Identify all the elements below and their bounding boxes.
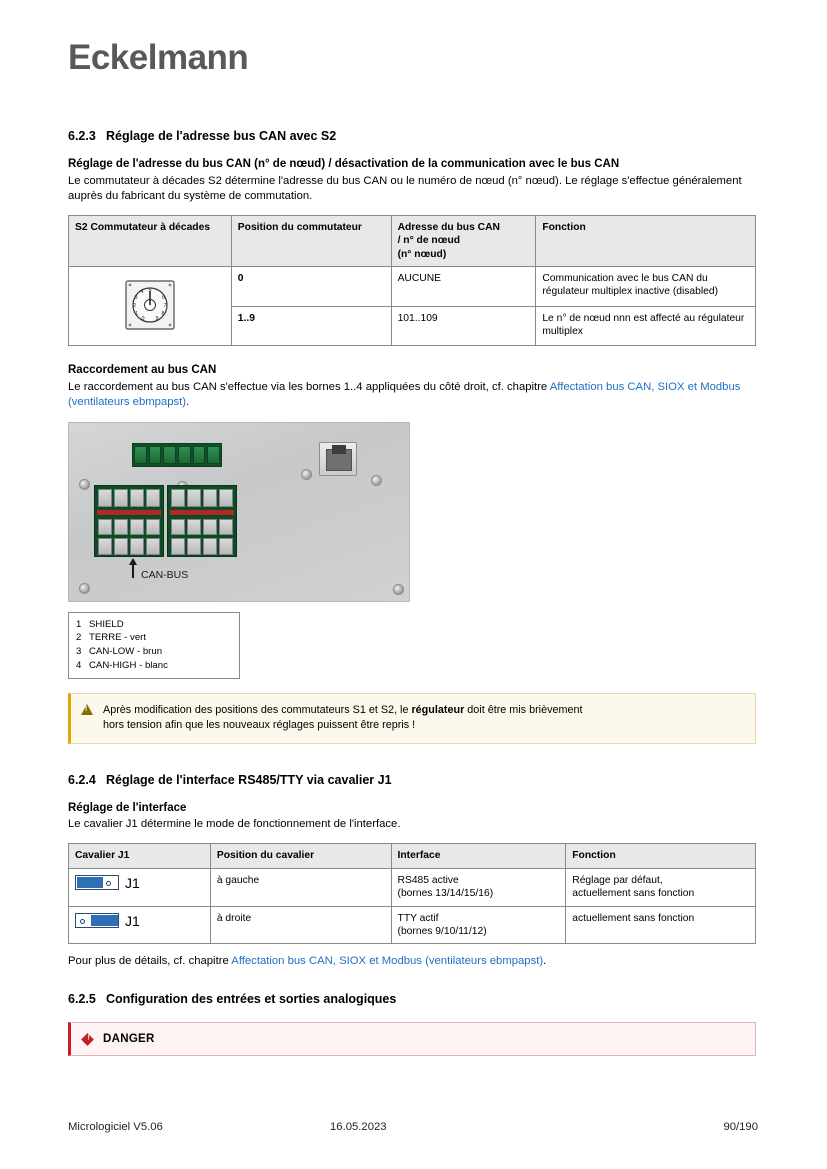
- screw-icon: [371, 475, 382, 486]
- cell-function: Communication avec le bus CAN du régulateur multiplex inactive (disabled): [536, 266, 756, 306]
- terminal-row-bottom: [97, 538, 161, 555]
- terminal-row-bottom: [170, 538, 234, 555]
- terminal-pin: [178, 446, 191, 464]
- terminal-cell: [203, 489, 217, 507]
- terminal-cell: [146, 519, 160, 535]
- section-number: 6.2.5: [68, 992, 96, 1007]
- connection-text-before: Le raccordement au bus CAN s'effectue via les bornes 1..4 appliquées du côté droit, cf. chapitre: [68, 380, 550, 393]
- warning-note-text: [103, 703, 583, 732]
- terminal-red-strip: [97, 510, 161, 515]
- terminal-row-mid: [97, 519, 161, 535]
- svg-text:4: 4: [140, 288, 144, 295]
- jumper-graphic-cell-left: [69, 868, 211, 906]
- terminal-cell: [187, 519, 201, 535]
- canbus-caption: CAN-BUS: [141, 568, 189, 581]
- th-address-line2: / n° de nœud: [397, 235, 461, 247]
- connection-paragraph: [68, 380, 758, 410]
- terminal-cell: [130, 538, 144, 555]
- note-line1-before: Après modification des positions des commutateurs S1 et S2, le: [103, 704, 412, 717]
- function-line1: actuellement sans fonction: [572, 912, 695, 924]
- terminal-legend: [68, 612, 240, 679]
- connection-text-after: .: [186, 395, 190, 408]
- table-row: [69, 906, 756, 944]
- terminal-cell: [171, 538, 185, 555]
- connection-heading: Raccordement au bus CAN: [68, 364, 217, 377]
- list-item: [76, 631, 232, 645]
- interface-line1: RS485 active: [397, 874, 459, 886]
- cell-jumper-position: à gauche: [210, 868, 391, 906]
- svg-text:2: 2: [132, 302, 136, 309]
- th-address-line1: Adresse du bus CAN: [397, 221, 500, 233]
- svg-text:9: 9: [155, 315, 159, 322]
- cell-jumper-function: [566, 906, 756, 944]
- paragraph-624-footer: [68, 954, 758, 969]
- interface-line1: TTY actif: [397, 912, 439, 924]
- cell-jumper-function: [566, 868, 756, 906]
- company-logo: Eckelmann: [68, 38, 249, 77]
- terminal-pin: [207, 446, 220, 464]
- jumper-graphic-cell-right: [69, 906, 211, 944]
- svg-text:8: 8: [161, 310, 165, 317]
- terminal-cell: [219, 489, 233, 507]
- page-footer: [68, 1121, 758, 1133]
- section-title: Configuration des entrées et sorties analogiques: [106, 992, 397, 1007]
- table-row: [69, 266, 756, 306]
- th-address-line3: (n° nœud): [397, 248, 447, 260]
- list-item: [76, 645, 232, 659]
- cell-jumper-position: à droite: [210, 906, 391, 944]
- th-switch: S2 Commutateur à décades: [69, 215, 232, 266]
- svg-text:0: 0: [141, 315, 145, 322]
- terminal-cell: [203, 519, 217, 535]
- terminal-cell: [219, 519, 233, 535]
- list-item: [76, 618, 232, 632]
- table-row: [69, 868, 756, 906]
- terminal-cell: [98, 519, 112, 535]
- svg-text:1: 1: [134, 310, 138, 317]
- th-address: [391, 215, 536, 266]
- terminal-cell: [114, 519, 128, 535]
- warning-note-box: [68, 693, 756, 743]
- caption-arrow-head: [129, 558, 137, 565]
- legend-number: 1: [76, 618, 82, 630]
- section-number: 6.2.3: [68, 129, 96, 143]
- note-line1-bold: régulateur: [411, 704, 465, 717]
- jumper-body: [75, 875, 119, 890]
- interface-line2: (bornes 9/10/11/12): [397, 925, 487, 937]
- caption-arrow-stem: [132, 564, 134, 578]
- terminal-pin: [193, 446, 206, 464]
- cell-interface: [391, 868, 566, 906]
- section-heading-624: [68, 772, 758, 788]
- function-line2: actuellement sans fonction: [572, 888, 695, 900]
- cell-function: Le n° de nœud nnn est affecté au régulateur multiplex: [536, 306, 756, 346]
- terminal-cell: [219, 538, 233, 555]
- subsection-lead-623: Réglage de l'adresse du bus CAN (n° de nœud) / désactivation de la communication avec le bus CAN: [68, 158, 620, 171]
- terminal-row-top: [170, 489, 234, 507]
- th-interface: Interface: [391, 844, 566, 868]
- screw-icon: [79, 479, 90, 490]
- section-number: 6.2.4: [68, 772, 96, 787]
- legend-label: CAN-LOW - brun: [89, 646, 163, 658]
- section-heading-623: [68, 128, 758, 144]
- section-title: Réglage de l'interface RS485/TTY via cavalier J1: [106, 772, 392, 787]
- jumper-label: J1: [125, 912, 140, 929]
- legend-label: TERRE - vert: [89, 632, 147, 644]
- rotary-switch-cell: [69, 266, 232, 345]
- terminal-cell: [98, 538, 112, 555]
- rotary-switch-wrap: [75, 272, 225, 340]
- footer-firmware: Micrologiciel V5.06: [68, 1121, 163, 1133]
- footer-date: 16.05.2023: [330, 1121, 387, 1133]
- cell-interface: [391, 906, 566, 944]
- top-terminal-strip: [132, 443, 222, 467]
- table-header-row: [69, 215, 756, 266]
- footer-text-after: .: [543, 955, 547, 968]
- terminal-row-mid: [170, 519, 234, 535]
- xref-link-can-assignment-2[interactable]: Affectation bus CAN, SIOX et Modbus (ventilateurs ebmpapst): [231, 955, 544, 968]
- svg-text:7: 7: [163, 302, 167, 309]
- th-jumper-position: Position du cavalier: [210, 844, 391, 868]
- legend-number: 4: [76, 659, 82, 671]
- terminal-cell: [114, 489, 128, 507]
- can-terminal-block-right: [167, 485, 237, 557]
- cell-address: 101..109: [391, 306, 536, 346]
- function-line1: Réglage par défaut,: [572, 874, 663, 886]
- danger-diamond-icon: [81, 1033, 103, 1044]
- section-heading-625: [68, 991, 758, 1007]
- warning-triangle-icon: [81, 703, 103, 732]
- list-item: [76, 659, 232, 673]
- table-header-row: [69, 844, 756, 868]
- footer-text-before: Pour plus de détails, cf. chapitre: [68, 955, 232, 968]
- svg-text:5: 5: [148, 287, 152, 294]
- cell-position: 1..9: [231, 306, 391, 346]
- cell-position: 0: [231, 266, 391, 306]
- jumper-body: [75, 913, 119, 928]
- footer-page-number: 90/190: [723, 1121, 758, 1133]
- terminal-cell: [187, 538, 201, 555]
- danger-label: DANGER: [103, 1032, 155, 1045]
- rj45-slot: [332, 445, 346, 454]
- note-line1-after: doit être mis brièvement: [464, 704, 583, 717]
- rotary-switch-icon: [121, 278, 179, 332]
- terminal-cell: [98, 489, 112, 507]
- xref-link-can-assignment[interactable]: Affectation bus CAN, SIOX et Modbus (ventilateurs ebmpapst): [68, 380, 741, 408]
- screw-icon: [393, 584, 404, 595]
- terminal-cell: [171, 519, 185, 535]
- terminal-pins: [133, 444, 221, 466]
- jumper-table: [68, 843, 756, 944]
- jumper-left-icon: [75, 874, 140, 892]
- th-jumper: Cavalier J1: [69, 844, 211, 868]
- legend-number: 3: [76, 646, 82, 658]
- terminal-cell: [203, 538, 217, 555]
- terminal-pin: [149, 446, 162, 464]
- danger-box: [68, 1022, 756, 1056]
- terminal-cell: [130, 519, 144, 535]
- section-title: Réglage de l'adresse bus CAN avec S2: [106, 129, 337, 143]
- th-function: Fonction: [536, 215, 756, 266]
- legend-label: CAN-HIGH - blanc: [89, 659, 168, 671]
- cell-address: AUCUNE: [391, 266, 536, 306]
- document-content: [68, 128, 758, 1056]
- svg-text:3: 3: [134, 294, 138, 301]
- terminal-cell: [114, 538, 128, 555]
- connector-photo: [68, 422, 410, 602]
- terminal-cell: [130, 489, 144, 507]
- terminal-cell: [171, 489, 185, 507]
- note-line2: hors tension afin que les nouveaux réglages puissent être repris !: [103, 718, 416, 731]
- th-position: Position du commutateur: [231, 215, 391, 266]
- legend-number: 2: [76, 632, 82, 644]
- screw-icon: [79, 583, 90, 594]
- terminal-cell: [146, 538, 160, 555]
- svg-text:6: 6: [161, 294, 165, 301]
- can-terminal-block-left: [94, 485, 164, 557]
- legend-label: SHIELD: [89, 618, 124, 630]
- terminal-pin: [163, 446, 176, 464]
- paragraph-623: Le commutateur à décades S2 détermine l'adresse du bus CAN ou le numéro de nœud (n° nœud). Le réglage s'effectue généralement auprès du fabricant du système de commutation.: [68, 174, 742, 202]
- terminal-row-top: [97, 489, 161, 507]
- rj45-jack: [319, 442, 357, 476]
- th-jumper-function: Fonction: [566, 844, 756, 868]
- can-address-table: [68, 215, 756, 347]
- terminal-cell: [187, 489, 201, 507]
- terminal-pin: [134, 446, 147, 464]
- screw-icon: [301, 469, 312, 480]
- jumper-label: J1: [125, 874, 140, 891]
- interface-line2: (bornes 13/14/15/16): [397, 888, 494, 900]
- subsection-lead-624: Réglage de l'interface: [68, 801, 187, 814]
- terminal-red-strip: [170, 510, 234, 515]
- paragraph-624: Le cavalier J1 détermine le mode de fonctionnement de l'interface.: [68, 818, 401, 831]
- jumper-right-icon: [75, 912, 140, 930]
- terminal-cell: [146, 489, 160, 507]
